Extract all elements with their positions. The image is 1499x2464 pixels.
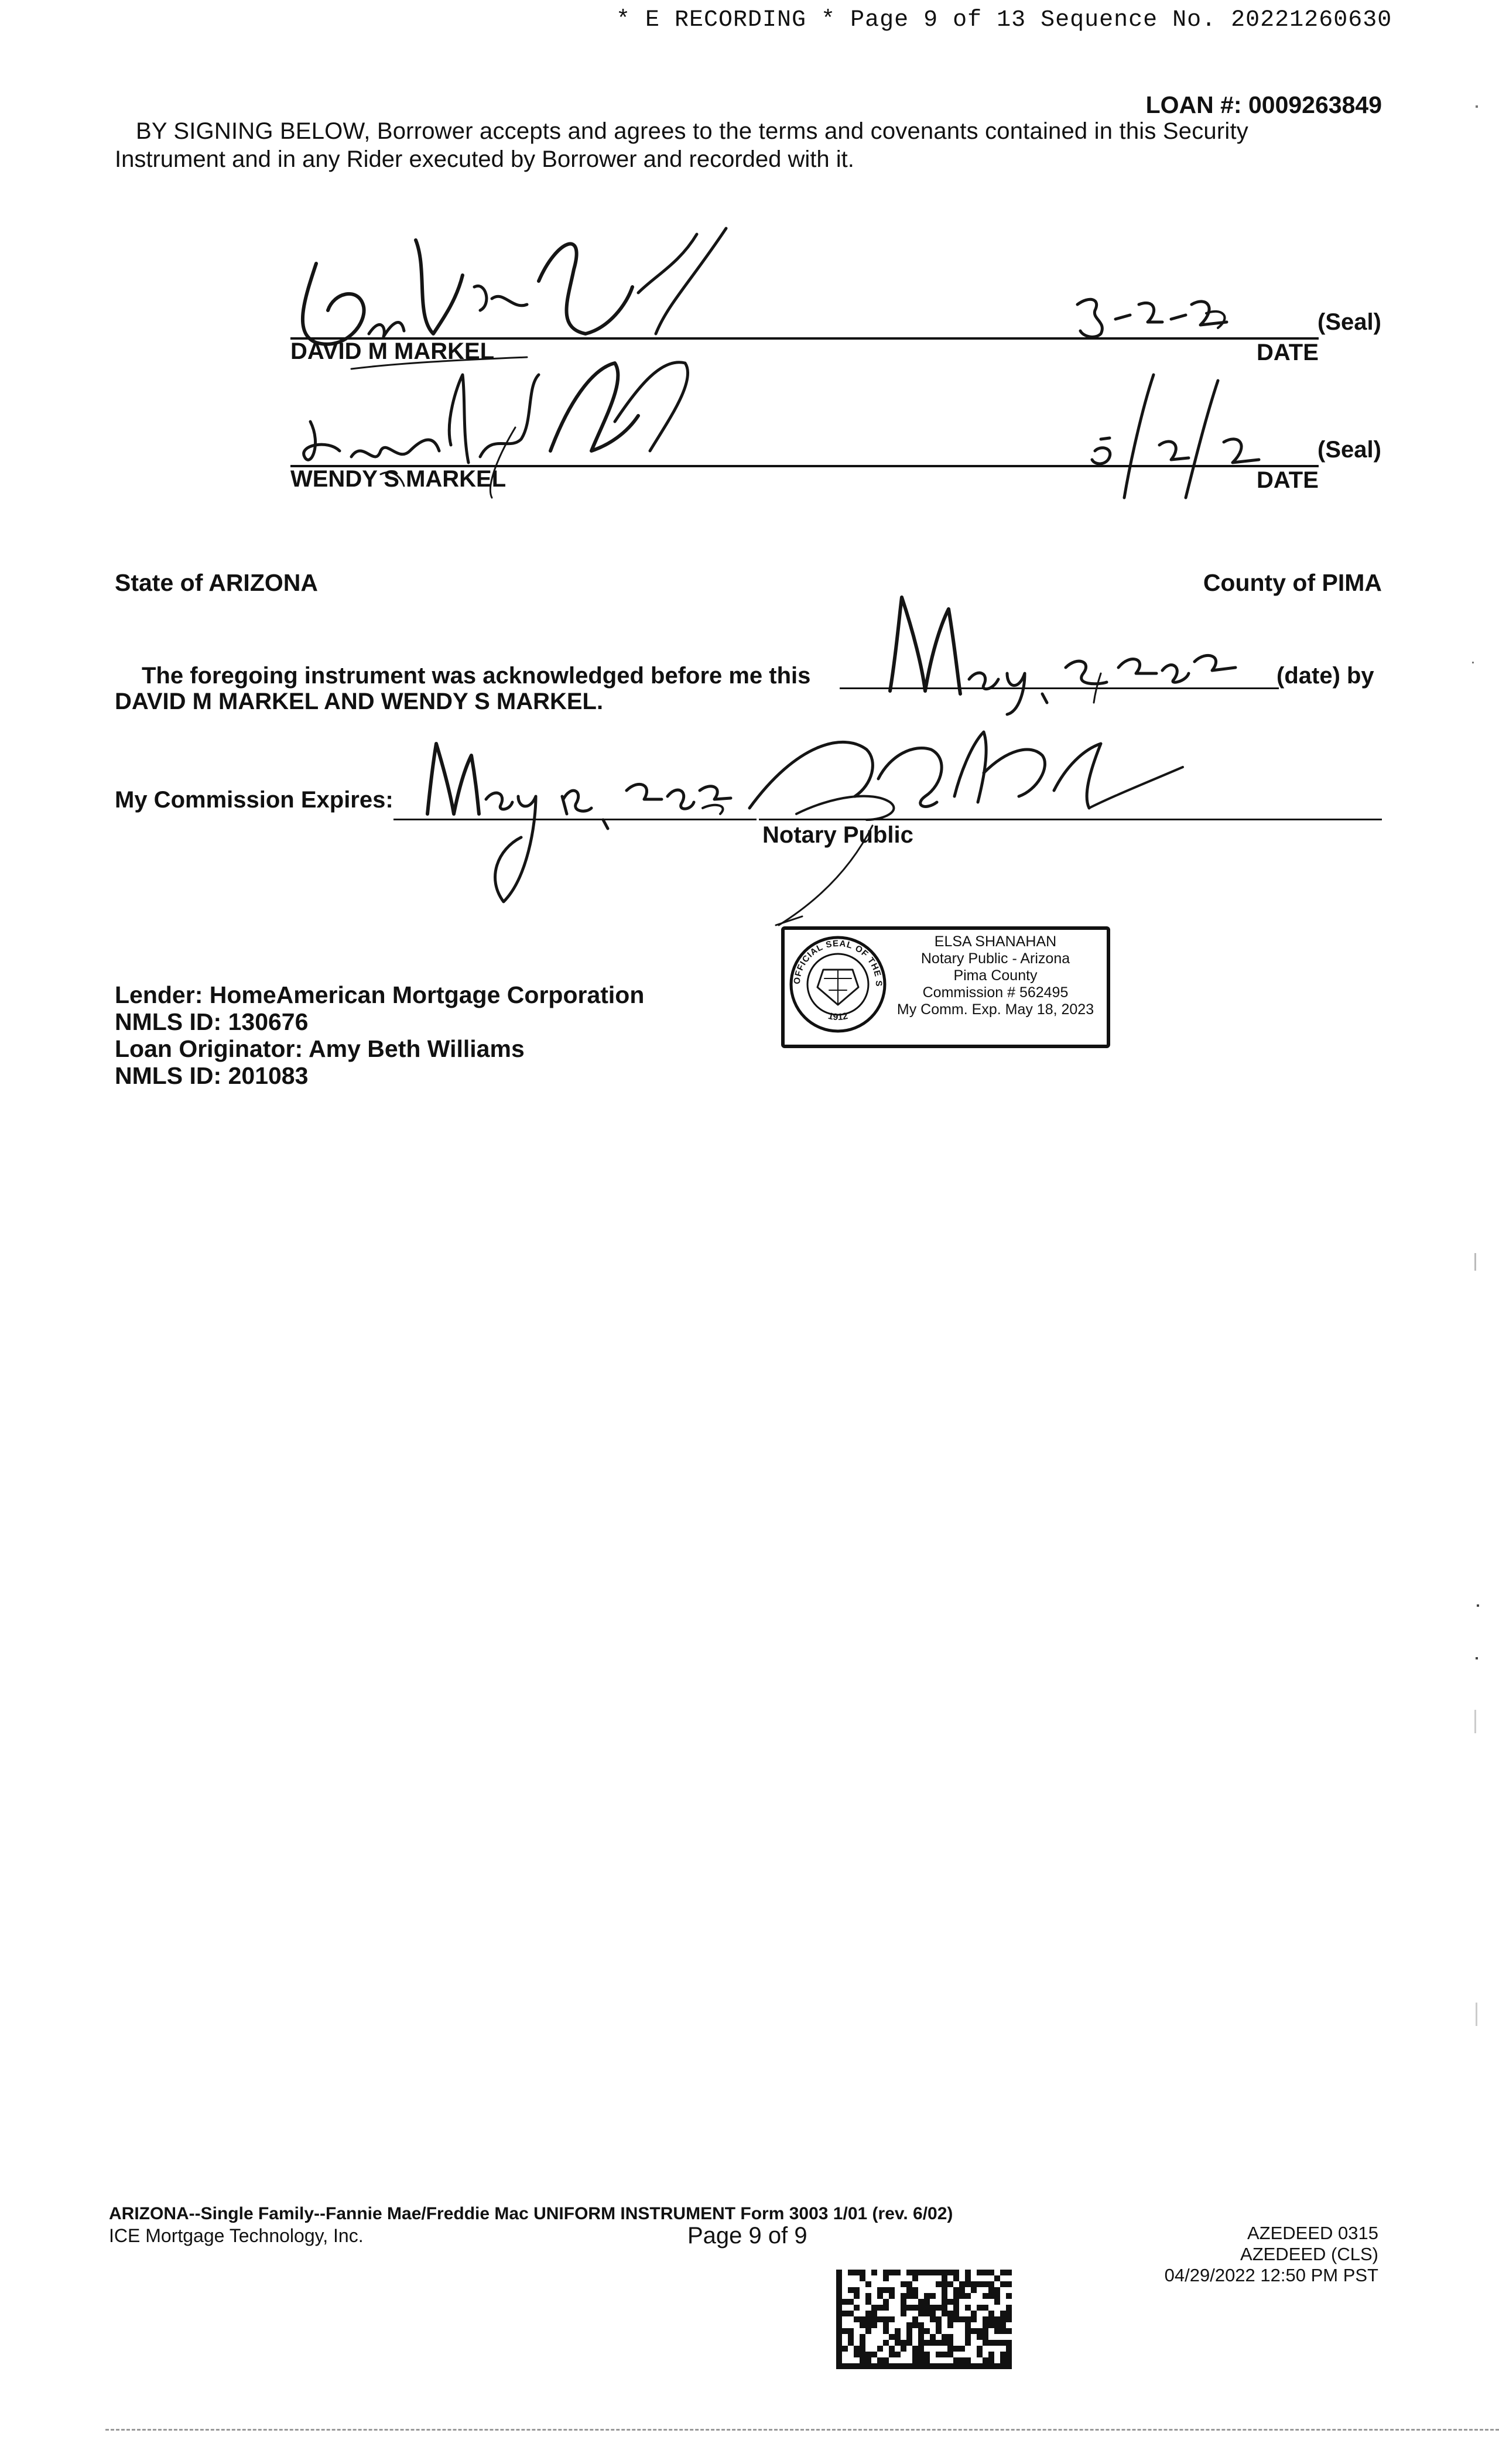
- borrower-1-seal: (Seal): [1317, 309, 1381, 335]
- svg-text:OFFICIAL SEAL OF THE STATE OF: OFFICIAL SEAL OF THE STATE OF ARIZONA: [784, 927, 884, 987]
- borrower-2-name: WENDY S MARKEL: [290, 466, 506, 492]
- barcode-icon: [836, 2270, 1012, 2369]
- scan-mark: [1472, 662, 1474, 663]
- footer-page-number: Page 9 of 9: [687, 2223, 807, 2249]
- state-label: State of ARIZONA: [115, 569, 318, 596]
- stamp-notary-name: ELSA SHANAHAN: [934, 933, 1057, 950]
- notary-signature-line: [759, 819, 1382, 820]
- borrower-1-date-handwritten: [1066, 287, 1241, 345]
- state-seal-icon: [784, 927, 888, 1034]
- stamp-expiration: My Comm. Exp. May 18, 2023: [896, 1001, 1094, 1018]
- acknowledgment-date-by: (date) by: [1276, 663, 1374, 689]
- scan-mark: [1476, 2003, 1477, 2026]
- footer-timestamp: 04/29/2022 12:50 PM PST: [1164, 2265, 1378, 2285]
- loan-originator: Loan Originator: Amy Beth Williams: [115, 1035, 525, 1062]
- stamp-notary-title: Notary Public - Arizona: [920, 950, 1070, 967]
- svg-text:1912: 1912: [827, 1011, 849, 1023]
- borrower-2-seal: (Seal): [1317, 437, 1381, 463]
- lender-name: Lender: HomeAmerican Mortgage Corporation: [115, 981, 645, 1008]
- scan-mark: [1477, 1604, 1479, 1607]
- borrower-2-date-label: DATE: [1257, 467, 1319, 493]
- footer-doc-code-cls: AZEDEED (CLS): [1240, 2244, 1378, 2264]
- acknowledgment-date-handwritten: [867, 586, 1265, 714]
- notary-stamp: [781, 926, 1110, 1048]
- commission-expiration-line: [393, 819, 757, 820]
- notary-public-label: Notary Public: [762, 822, 913, 848]
- acknowledgment-signers: DAVID M MARKEL AND WENDY S MARKEL.: [115, 689, 604, 714]
- county-label: County of PIMA: [1203, 569, 1382, 596]
- acknowledgment-text: The foregoing instrument was acknowledged before me this: [142, 663, 811, 689]
- stamp-county: Pima County: [953, 967, 1038, 984]
- originator-nmls: NMLS ID: 201083: [115, 1062, 309, 1089]
- footer-doc-code: AZEDEED 0315: [1247, 2223, 1378, 2243]
- recording-header: * E RECORDING * Page 9 of 13 Sequence No. 20221260630: [616, 7, 1392, 33]
- borrower-2-date-handwritten: [1083, 363, 1276, 504]
- scan-mark: [1476, 1657, 1478, 1659]
- scan-mark: [1474, 1710, 1476, 1733]
- borrower-1-name: DAVID M MARKEL: [290, 338, 495, 364]
- loan-number: LOAN #: 0009263849: [1145, 91, 1382, 118]
- lender-nmls: NMLS ID: 130676: [115, 1008, 309, 1035]
- stamp-commission: Commission # 562495: [922, 984, 1069, 1001]
- footer-company: ICE Mortgage Technology, Inc.: [109, 2225, 364, 2246]
- intro-line-2: Instrument and in any Rider executed by Borrower and recorded with it.: [115, 146, 854, 172]
- borrower-1-date-label: DATE: [1257, 340, 1319, 365]
- intro-line-1: BY SIGNING BELOW, Borrower accepts and agrees to the terms and covenants contained in this Security: [136, 118, 1248, 144]
- acknowledgment-date-line: [840, 687, 1279, 689]
- commission-expires-label: My Commission Expires:: [115, 787, 393, 813]
- scan-mark: [1476, 105, 1478, 108]
- form-identifier: ARIZONA--Single Family--Fannie Mae/Freddie Mac UNIFORM INSTRUMENT Form 3003 1/01 (rev. 6/02): [109, 2204, 953, 2223]
- scan-edge: [105, 2429, 1499, 2431]
- scan-mark: [1474, 1253, 1476, 1271]
